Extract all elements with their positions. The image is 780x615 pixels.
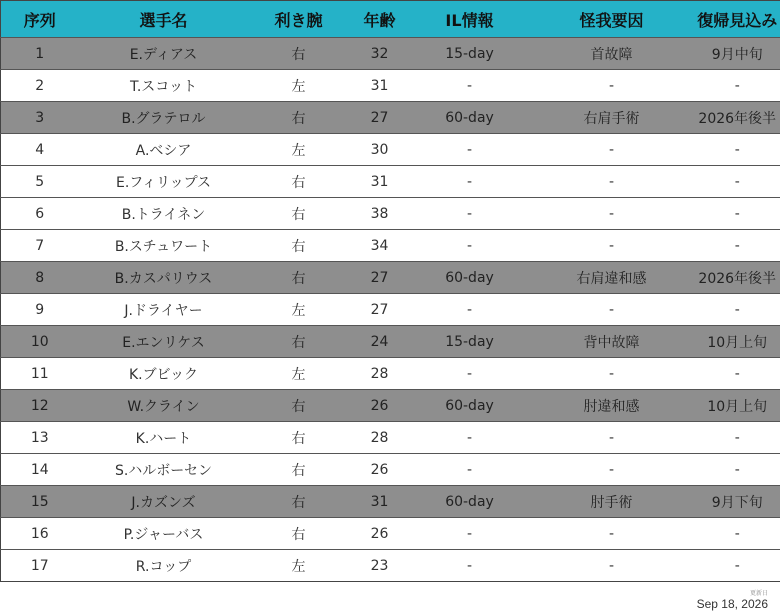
cell-player-name: J.ドライヤー [79, 294, 249, 326]
table-row [1, 294, 780, 326]
cell-expected-return: - [695, 518, 780, 550]
cell-expected-return: - [695, 454, 780, 486]
cell-il-info: - [411, 454, 529, 486]
cell-injury-cause: - [529, 166, 695, 198]
cell-age: 30 [349, 134, 411, 166]
table-row [1, 198, 780, 230]
table-row [1, 166, 780, 198]
cell-age: 28 [349, 422, 411, 454]
cell-expected-return: - [695, 166, 780, 198]
cell-injury-cause: - [529, 518, 695, 550]
table-body [1, 38, 780, 582]
cell-number: 10 [1, 326, 79, 358]
cell-player-name: E.エンリケス [79, 326, 249, 358]
cell-handedness: 右 [249, 486, 349, 518]
table-row [1, 326, 780, 358]
cell-player-name: E.フィリップス [79, 166, 249, 198]
cell-il-info: 15-day [411, 326, 529, 358]
table-row [1, 134, 780, 166]
column-header-player-name: 選手名 [79, 1, 249, 38]
cell-expected-return: 10月上旬 [695, 326, 780, 358]
cell-number: 13 [1, 422, 79, 454]
cell-age: 27 [349, 294, 411, 326]
cell-age: 24 [349, 326, 411, 358]
cell-age: 31 [349, 166, 411, 198]
cell-handedness: 右 [249, 390, 349, 422]
cell-expected-return: - [695, 422, 780, 454]
cell-number: 7 [1, 230, 79, 262]
cell-number: 16 [1, 518, 79, 550]
cell-injury-cause: - [529, 134, 695, 166]
table-row [1, 38, 780, 70]
cell-age: 27 [349, 102, 411, 134]
cell-number: 5 [1, 166, 79, 198]
cell-player-name: W.クライン [79, 390, 249, 422]
cell-age: 31 [349, 70, 411, 102]
cell-il-info: - [411, 134, 529, 166]
cell-number: 4 [1, 134, 79, 166]
column-header-age: 年齢 [349, 1, 411, 38]
cell-injury-cause: - [529, 294, 695, 326]
cell-age: 26 [349, 518, 411, 550]
cell-handedness: 左 [249, 294, 349, 326]
cell-number: 14 [1, 454, 79, 486]
cell-player-name: E.ディアス [79, 38, 249, 70]
cell-expected-return: - [695, 134, 780, 166]
cell-il-info: - [411, 422, 529, 454]
cell-age: 27 [349, 262, 411, 294]
cell-injury-cause: 肘違和感 [529, 390, 695, 422]
cell-handedness: 右 [249, 422, 349, 454]
cell-injury-cause: 右肩違和感 [529, 262, 695, 294]
cell-handedness: 右 [249, 262, 349, 294]
cell-injury-cause: - [529, 198, 695, 230]
cell-handedness: 左 [249, 550, 349, 582]
cell-player-name: B.スチュワート [79, 230, 249, 262]
cell-number: 12 [1, 390, 79, 422]
table-row [1, 102, 780, 134]
table-row [1, 262, 780, 294]
cell-injury-cause: - [529, 70, 695, 102]
cell-handedness: 右 [249, 38, 349, 70]
cell-player-name: B.トライネン [79, 198, 249, 230]
cell-il-info: - [411, 70, 529, 102]
column-header-il-info: IL情報 [411, 1, 529, 38]
cell-expected-return: - [695, 198, 780, 230]
table-row [1, 518, 780, 550]
cell-injury-cause: 首故障 [529, 38, 695, 70]
cell-number: 17 [1, 550, 79, 582]
cell-player-name: A.ベシア [79, 134, 249, 166]
cell-il-info: - [411, 518, 529, 550]
updated-date: Sep 18, 2026 [696, 597, 768, 611]
cell-il-info: 15-day [411, 38, 529, 70]
cell-handedness: 左 [249, 134, 349, 166]
cell-injury-cause: - [529, 550, 695, 582]
cell-handedness: 右 [249, 198, 349, 230]
cell-injury-cause: - [529, 230, 695, 262]
cell-player-name: B.カスパリウス [79, 262, 249, 294]
cell-number: 11 [1, 358, 79, 390]
cell-expected-return: 10月上旬 [695, 390, 780, 422]
cell-il-info: - [411, 198, 529, 230]
cell-expected-return: - [695, 358, 780, 390]
cell-age: 32 [349, 38, 411, 70]
table-row [1, 550, 780, 582]
cell-number: 1 [1, 38, 79, 70]
table-row [1, 486, 780, 518]
cell-handedness: 右 [249, 454, 349, 486]
table-row [1, 454, 780, 486]
cell-expected-return: 2026年後半 [695, 102, 780, 134]
cell-il-info: 60-day [411, 102, 529, 134]
cell-expected-return: - [695, 294, 780, 326]
cell-il-info: 60-day [411, 262, 529, 294]
cell-il-info: - [411, 230, 529, 262]
cell-age: 31 [349, 486, 411, 518]
cell-number: 8 [1, 262, 79, 294]
table-row [1, 390, 780, 422]
cell-age: 26 [349, 390, 411, 422]
table-row [1, 230, 780, 262]
cell-injury-cause: - [529, 422, 695, 454]
cell-number: 3 [1, 102, 79, 134]
cell-number: 6 [1, 198, 79, 230]
cell-age: 26 [349, 454, 411, 486]
cell-il-info: 60-day [411, 486, 529, 518]
table-row [1, 70, 780, 102]
cell-handedness: 左 [249, 358, 349, 390]
cell-injury-cause: 背中故障 [529, 326, 695, 358]
cell-number: 9 [1, 294, 79, 326]
cell-il-info: - [411, 166, 529, 198]
table-header [1, 1, 780, 38]
cell-handedness: 左 [249, 70, 349, 102]
column-header-number: 序列 [1, 1, 79, 38]
cell-age: 28 [349, 358, 411, 390]
column-header-expected-return: 復帰見込み [695, 1, 780, 38]
cell-handedness: 右 [249, 230, 349, 262]
cell-age: 23 [349, 550, 411, 582]
cell-player-name: J.カズンズ [79, 486, 249, 518]
cell-expected-return: 9月下旬 [695, 486, 780, 518]
header-row [1, 1, 780, 38]
cell-player-name: B.グラテロル [79, 102, 249, 134]
table-row [1, 358, 780, 390]
cell-injury-cause: 右肩手術 [529, 102, 695, 134]
cell-expected-return: - [695, 230, 780, 262]
cell-injury-cause: - [529, 358, 695, 390]
cell-handedness: 右 [249, 326, 349, 358]
column-header-injury-cause: 怪我要因 [529, 1, 695, 38]
cell-number: 2 [1, 70, 79, 102]
cell-injury-cause: 肘手術 [529, 486, 695, 518]
cell-il-info: - [411, 550, 529, 582]
cell-player-name: T.スコット [79, 70, 249, 102]
cell-expected-return: 9月中旬 [695, 38, 780, 70]
cell-player-name: K.ハート [79, 422, 249, 454]
cell-il-info: - [411, 358, 529, 390]
cell-player-name: P.ジャーバス [79, 518, 249, 550]
updated-label: 更新日 [749, 590, 768, 597]
cell-number: 15 [1, 486, 79, 518]
cell-expected-return: - [695, 70, 780, 102]
cell-player-name: K.ブビック [79, 358, 249, 390]
cell-il-info: - [411, 294, 529, 326]
cell-handedness: 右 [249, 518, 349, 550]
cell-il-info: 60-day [411, 390, 529, 422]
cell-injury-cause: - [529, 454, 695, 486]
cell-player-name: R.コップ [79, 550, 249, 582]
cell-handedness: 右 [249, 166, 349, 198]
table-row [1, 422, 780, 454]
column-header-handedness: 利き腕 [249, 1, 349, 38]
cell-age: 38 [349, 198, 411, 230]
cell-player-name: S.ハルボーセン [79, 454, 249, 486]
cell-expected-return: 2026年後半 [695, 262, 780, 294]
cell-age: 34 [349, 230, 411, 262]
cell-handedness: 右 [249, 102, 349, 134]
cell-expected-return: - [695, 550, 780, 582]
